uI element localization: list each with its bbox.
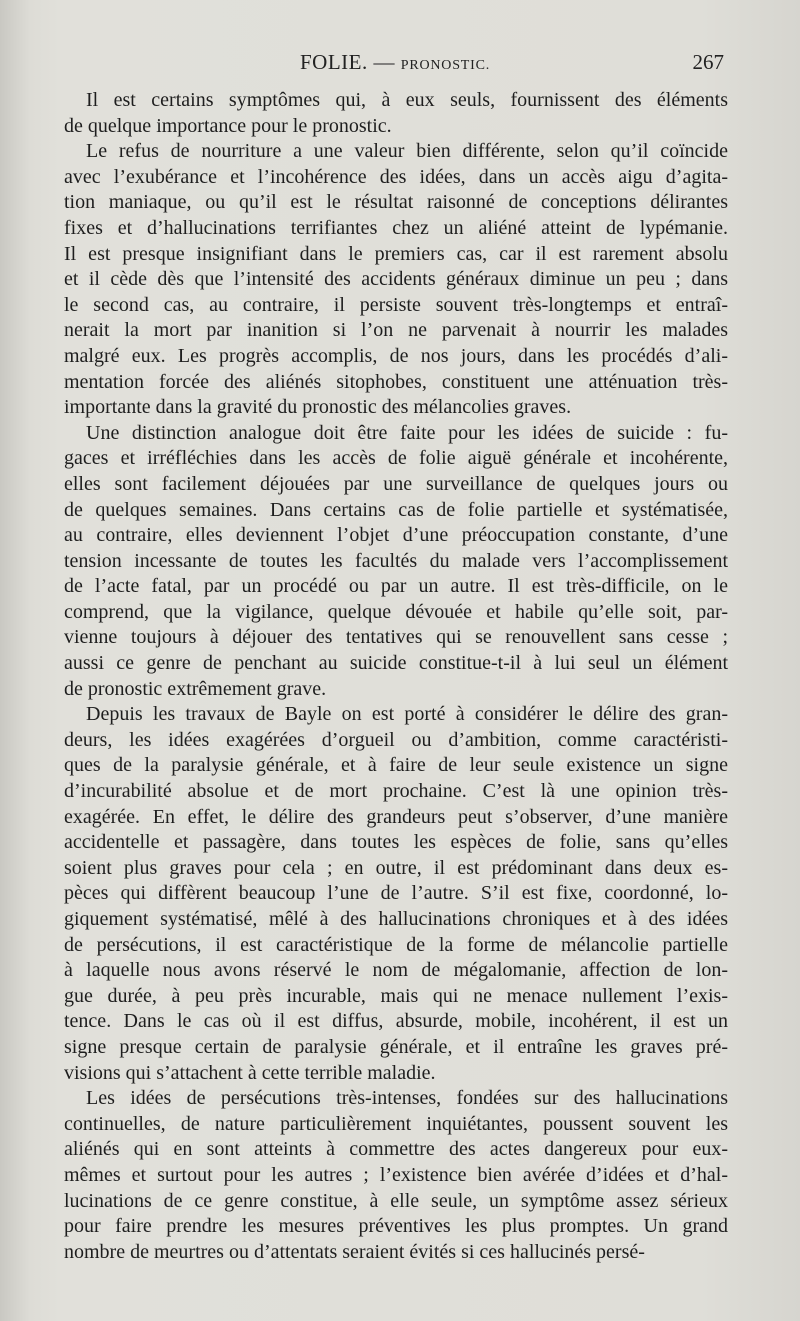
text-line: Depuis les travaux de Bayle on est porté à considérer le délire des gran- bbox=[86, 703, 728, 726]
text-line: vienne toujours à déjouer des tentatives qui se renouvellent sans cesse ; bbox=[64, 626, 728, 649]
text-line: d’incurabilité absolue et de mort prochaine. C’est là une opinion très- bbox=[64, 780, 728, 803]
text-line: aussi ce genre de penchant au suicide constitue-t-il à lui seul un élément bbox=[64, 652, 728, 675]
text-line: visions qui s’attachent à cette terrible maladie. bbox=[64, 1061, 436, 1084]
text-line: tence. Dans le cas où il est diffus, absurde, mobile, incohérent, il est un bbox=[64, 1010, 728, 1033]
text-line: soient plus graves pour cela ; en outre, il est prédominant dans deux es- bbox=[64, 856, 728, 879]
paragraph bbox=[64, 88, 728, 139]
text-line: lucinations de ce genre constitue, à elle seule, un symptôme assez sérieux bbox=[64, 1189, 728, 1212]
text-line: nombre de meurtres ou d’attentats seraient évités si ces hallucinés persé- bbox=[64, 1240, 645, 1263]
text-line: elles sont facilement déjouées par une surveillance de quelques jours ou bbox=[64, 472, 728, 495]
text-line: fixes et d’hallucinations terrifiantes chez un aliéné atteint de lypémanie. bbox=[64, 216, 728, 239]
running-header bbox=[64, 50, 728, 80]
text-line: mêmes et surtout pour les autres ; l’existence bien avérée d’idées et d’hal- bbox=[64, 1163, 728, 1186]
text-line: et il cède dès que l’intensité des accidents généraux diminue un peu ; dans bbox=[64, 268, 728, 291]
text-line: ques de la paralysie générale, et à faire de leur seule existence un signe bbox=[64, 754, 728, 777]
text-line: accidentelle et passagère, dans toutes les espèces de folie, sans qu’elles bbox=[64, 831, 728, 854]
running-title bbox=[300, 50, 490, 75]
text-line: importante dans la gravité du pronostic des mélancolies graves. bbox=[64, 396, 572, 419]
text-line: de quelques semaines. Dans certains cas de folie partielle et systématisée, bbox=[64, 498, 728, 521]
text-line: avec l’exubérance et l’incohérence des idées, dans un accès aigu d’agita- bbox=[64, 165, 728, 188]
text-line: gue durée, à peu près incurable, mais qui ne menace nullement l’exis- bbox=[64, 984, 728, 1007]
text-line: pèces qui diffèrent beaucoup l’une de l’autre. S’il est fixe, coordonné, lo- bbox=[64, 882, 728, 905]
text-line: malgré eux. Les progrès accomplis, de nos jours, dans les procédés d’ali- bbox=[64, 344, 728, 367]
text-line: gaces et irréfléchies dans les accès de folie aiguë générale et incohérente, bbox=[64, 447, 728, 470]
text-line: signe presque certain de paralysie générale, et il entraîne les graves pré- bbox=[64, 1035, 728, 1058]
text-line: de l’acte fatal, par un procédé ou par un autre. Il est très-difficile, on le bbox=[64, 575, 728, 598]
text-line: deurs, les idées exagérées d’orgueil ou d’ambition, comme caractéristi- bbox=[64, 728, 728, 751]
running-title-subject: PRONOSTIC. bbox=[400, 58, 491, 73]
text-line: de pronostic extrêmement grave. bbox=[64, 677, 327, 700]
text-line: à laquelle nous avons réservé le nom de mégalomanie, affection de lon- bbox=[64, 959, 728, 982]
paragraph bbox=[64, 702, 728, 1086]
text-line: exagérée. En effet, le délire des grandeurs peut s’observer, d’une manière bbox=[64, 805, 728, 828]
body-text bbox=[64, 88, 728, 1265]
running-title-main: FOLIE. — bbox=[300, 50, 395, 74]
text-line: Une distinction analogue doit être faite pour les idées de suicide : fu- bbox=[86, 421, 728, 444]
text-line: giquement systématisé, mêlé à des hallucinations chroniques et à des idées bbox=[64, 908, 728, 930]
text-line: au contraire, elles deviennent l’objet d’une préoccupation constante, d’une bbox=[64, 524, 728, 547]
text-line: Il est presque insignifiant dans le premiers cas, car il est rarement absolu bbox=[64, 242, 728, 265]
text-line: le second cas, au contraire, il persiste souvent très-longtemps et entraî- bbox=[64, 293, 728, 316]
text-line: de persécutions, il est caractéristique de la forme de mélancolie partielle bbox=[64, 933, 728, 956]
text-line: de quelque importance pour le pronostic. bbox=[64, 114, 392, 137]
text-line: mentation forcée des aliénés sitophobes, constituent une atténuation très- bbox=[64, 370, 728, 393]
page-number: 267 bbox=[692, 50, 724, 74]
paragraph bbox=[64, 421, 728, 703]
text-line: tension incessante de toutes les facultés du malade vers l’accomplissement bbox=[64, 549, 728, 572]
text-line: comprend, que la vigilance, quelque dévouée et habile qu’elle soit, par- bbox=[64, 600, 728, 623]
text-line: tion maniaque, ou qu’il est le résultat raisonné de conceptions délirantes bbox=[64, 191, 728, 214]
text-line: Le refus de nourriture a une valeur bien différente, selon qu’il coïncide bbox=[86, 140, 728, 163]
text-line: aliénés qui en sont atteints à commettre des actes dangereux pour eux- bbox=[64, 1138, 728, 1161]
text-line: continuelles, de nature particulièrement inquiétantes, poussent souvent les bbox=[64, 1112, 728, 1135]
text-line: Il est certains symptômes qui, à eux seuls, fournissent des éléments bbox=[86, 89, 728, 111]
text-line: nerait la mort par inanition si l’on ne parvenait à nourrir les malades bbox=[64, 319, 728, 342]
text-line: Les idées de persécutions très-intenses, fondées sur des hallucinations bbox=[86, 1087, 728, 1110]
text-line: pour faire prendre les mesures préventives les plus promptes. Un grand bbox=[64, 1215, 728, 1238]
paragraph bbox=[64, 139, 728, 421]
paragraph bbox=[64, 1086, 728, 1265]
